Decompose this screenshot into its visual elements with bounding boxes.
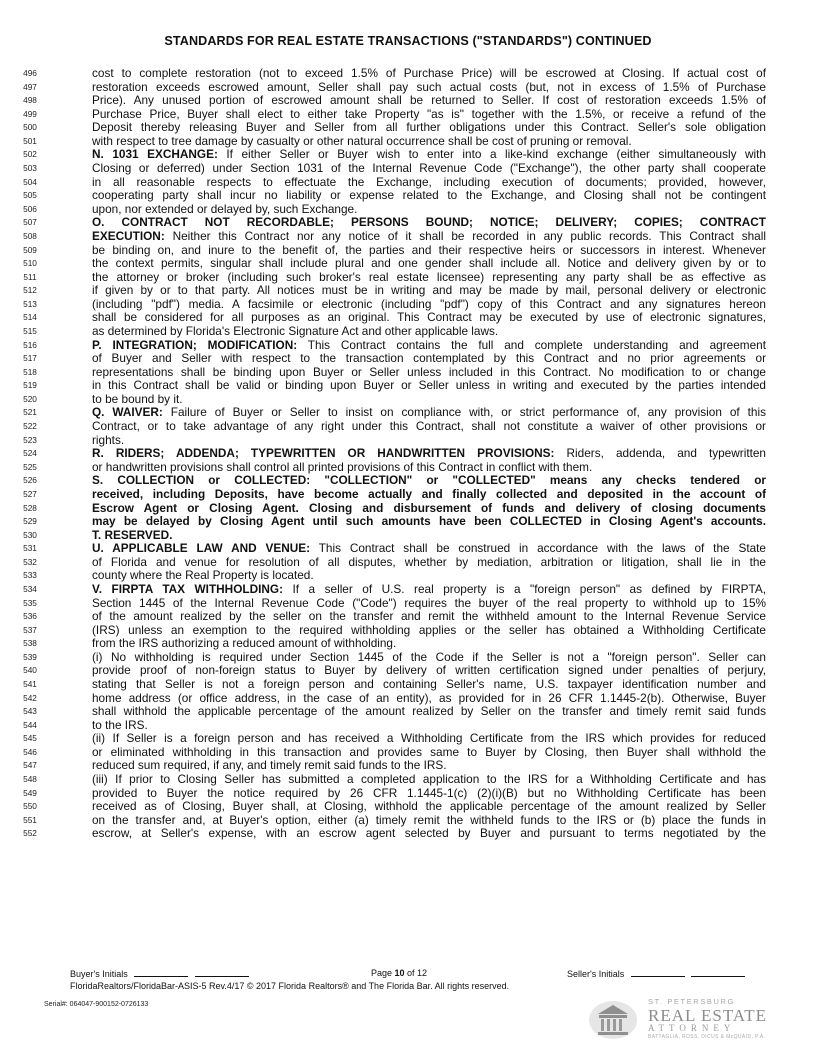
line-number: 535 xyxy=(23,597,37,608)
logo-tagline: BATTAGLIA, ROSS, DICUS & McQUAID, P.A. xyxy=(648,1034,766,1040)
line-number: 552 xyxy=(23,828,37,839)
document-line xyxy=(0,244,816,258)
line-text: upon, nor extended or delayed by, such Exchange. xyxy=(92,202,358,216)
line-number: 521 xyxy=(23,407,37,418)
document-body xyxy=(0,67,816,841)
line-number: 496 xyxy=(23,68,37,78)
line-number: 538 xyxy=(23,638,37,649)
line-text: home address (or office address, in the case of an entity), as provided for in 26 CFR 1.1445-2(b). Otherwise, Buyer xyxy=(92,691,766,705)
line-text xyxy=(92,406,766,420)
document-line xyxy=(0,515,816,529)
line-text: Escrow Agent or Closing Agent. Closing and disbursement of funds and delivery of closing documents xyxy=(92,501,766,515)
document-line xyxy=(0,637,816,651)
line-number: 501 xyxy=(23,135,37,146)
line-text: provided to Buyer the notice required by 26 CFR 1.1445-1(c) (2)(i)(B) but no Withholding Certificate has been xyxy=(92,786,766,800)
document-line xyxy=(0,827,816,841)
document-line xyxy=(0,271,816,285)
line-number: 507 xyxy=(23,217,37,228)
line-number: 543 xyxy=(23,706,37,717)
document-line xyxy=(0,678,816,692)
line-number: 531 xyxy=(23,543,37,554)
firm-logo xyxy=(588,996,778,1042)
line-text xyxy=(92,230,766,244)
line-text: Purchase Price, Buyer shall elect to either take Property "as is" together with the 1.5%, or receive a refund of the xyxy=(92,107,766,121)
line-text: of the amount realized by the seller on the transfer and remit the withheld amount to the Internal Revenue Service xyxy=(92,610,766,624)
line-number: 497 xyxy=(23,81,37,92)
line-number: 516 xyxy=(23,339,37,350)
document-line xyxy=(0,461,816,475)
document-line xyxy=(0,610,816,624)
line-text: received, including Deposits, have become actually and finally collected and deposited in the account of xyxy=(92,487,766,501)
line-text: with respect to tree damage by casualty or other natural occurrence shall be cost of pruning or removal. xyxy=(92,134,632,148)
document-line xyxy=(0,189,816,203)
line-number: 548 xyxy=(23,774,37,785)
document-line xyxy=(0,420,816,434)
line-text: if given by or to that party. All notices must be in writing and may be made by mail, personal delivery or electronic xyxy=(92,284,766,298)
section-heading: R. RIDERS; ADDENDA; TYPEWRITTEN OR HANDWRITTEN PROVISIONS: xyxy=(92,447,555,461)
line-text: the attorney or broker (including such broker's real estate licensee) representing any party shall be as effective as xyxy=(92,270,766,284)
document-line xyxy=(0,67,816,81)
section-heading: V. FIRPTA TAX WITHHOLDING: xyxy=(92,582,284,596)
line-text: (i) No withholding is required under Section 1445 of the Code if the Seller is not a "foreign person". Seller can xyxy=(92,650,766,664)
document-line xyxy=(0,787,816,801)
document-line xyxy=(0,624,816,638)
document-line xyxy=(0,488,816,502)
logo-subtitle: ATTORNEY xyxy=(648,1023,736,1033)
document-line xyxy=(0,121,816,135)
line-text: to the IRS. xyxy=(92,718,148,732)
document-line xyxy=(0,379,816,393)
buyers-initials-blank-1[interactable] xyxy=(134,968,188,977)
line-text: representations shall be binding upon Buyer or Seller unless included in this Contract. No modification to or change xyxy=(92,365,766,379)
line-text xyxy=(92,583,766,597)
line-text: reduced sum required, if any, and timely remit said funds to the IRS. xyxy=(92,759,447,773)
line-number: 525 xyxy=(23,461,37,472)
line-number: 549 xyxy=(23,787,37,798)
document-line xyxy=(0,339,816,353)
document-line xyxy=(0,746,816,760)
document-line xyxy=(0,94,816,108)
section-heading: EXECUTION: xyxy=(92,229,165,243)
section-text: Failure of Buyer or Seller to insist on compliance with, or strict performance of, any provision of this xyxy=(162,406,766,420)
document-line xyxy=(0,81,816,95)
line-number: 500 xyxy=(23,122,37,133)
line-number: 544 xyxy=(23,719,37,730)
line-number: 504 xyxy=(23,176,37,187)
line-text: of Buyer and Seller with respect to the transaction contemplated by this Contract and no prior agreements or xyxy=(92,352,766,366)
document-line xyxy=(0,108,816,122)
sellers-initials-label: Seller's Initials xyxy=(567,969,625,979)
document-line xyxy=(0,284,816,298)
document-line xyxy=(0,257,816,271)
document-line xyxy=(0,569,816,583)
line-text: of Florida and venue for resolution of all disputes, whether by mediation, arbitration or litigation, shall lie in the xyxy=(92,555,766,569)
document-line xyxy=(0,474,816,488)
line-number: 530 xyxy=(23,529,37,540)
document-line xyxy=(0,434,816,448)
line-text: rights. xyxy=(92,433,125,447)
document-line xyxy=(0,447,816,461)
line-text: cooperating party shall incur no liability or expense related to the Exchange, and Closing shall not be contingent xyxy=(92,189,766,203)
section-heading: N. 1031 EXCHANGE: xyxy=(92,148,218,162)
document-line xyxy=(0,148,816,162)
line-number: 518 xyxy=(23,366,37,377)
document-line xyxy=(0,352,816,366)
sellers-initials-blank-1[interactable] xyxy=(631,968,685,977)
line-number: 539 xyxy=(23,651,37,662)
line-text: shall be considered for all purposes as an original. This Contract may be executed by use of electronic signatures, xyxy=(92,311,766,325)
line-text: Contract, or to take advantage of any right under this Contract, shall not constitute a waiver of other provisions or xyxy=(92,420,766,434)
courthouse-icon xyxy=(588,1000,638,1040)
line-text: stating that Seller is not a foreign person and containing Seller's name, U.S. taxpayer identification number and xyxy=(92,678,766,692)
document-line xyxy=(0,176,816,190)
line-text: (including "pdf") media. A facsimile or electronic (including "pdf") copy of this Contract and any signatures hereon xyxy=(92,297,766,311)
line-text: may be delayed by Closing Agent until such amounts have been COLLECTED in Closing Agent's accounts. xyxy=(92,515,766,529)
buyers-initials-blank-2[interactable] xyxy=(195,968,249,977)
document-line xyxy=(0,230,816,244)
document-line xyxy=(0,651,816,665)
sellers-initials xyxy=(567,968,745,979)
line-number: 523 xyxy=(23,434,37,445)
buyers-initials-label: Buyer's Initials xyxy=(70,969,128,979)
page-prefix: Page xyxy=(371,968,395,978)
section-text: Neither this Contract nor any notice of it shall be recorded in any public records. This Contract shall xyxy=(164,229,766,243)
section-text: Riders, addenda, and typewritten xyxy=(554,447,766,461)
document-line xyxy=(0,773,816,787)
document-line xyxy=(0,759,816,773)
line-text: Section 1445 of the Internal Revenue Code ("Code") requires the buyer of the real property to withhold up to 15% xyxy=(92,596,766,610)
line-number: 513 xyxy=(23,298,37,309)
line-number: 528 xyxy=(23,502,37,513)
document-line xyxy=(0,542,816,556)
line-text: from the IRS authorizing a reduced amount of withholding. xyxy=(92,637,397,651)
document-line xyxy=(0,393,816,407)
line-text: O. CONTRACT NOT RECORDABLE; PERSONS BOUND; NOTICE; DELIVERY; COPIES; CONTRACT xyxy=(92,216,766,230)
document-line xyxy=(0,406,816,420)
line-number: 542 xyxy=(23,692,37,703)
document-line xyxy=(0,705,816,719)
line-number: 546 xyxy=(23,746,37,757)
line-number: 505 xyxy=(23,190,37,201)
form-id: FloridaRealtors/FloridaBar-ASIS-5 Rev.4/17 © 2017 Florida Realtors® and The Florida Bar. All rights reserved. xyxy=(70,981,510,991)
line-number: 498 xyxy=(23,95,37,106)
buyers-initials xyxy=(70,968,249,979)
document-line xyxy=(0,502,816,516)
line-number: 526 xyxy=(23,475,37,486)
line-number: 509 xyxy=(23,244,37,255)
line-text: cost to complete restoration (not to exceed 1.5% of Purchase Price) will be escrowed at Closing. If actual cost of xyxy=(92,67,766,80)
line-text: Closing or deferred) under Section 1031 of the Internal Revenue Code ("Exchange"), the other party shall cooperate xyxy=(92,162,766,176)
section-text: If either Seller or Buyer wish to enter into a like-kind exchange (either simultaneously with xyxy=(217,148,766,162)
page-suffix: of 12 xyxy=(404,968,428,978)
line-number: 503 xyxy=(23,163,37,174)
line-number: 551 xyxy=(23,814,37,825)
document-line xyxy=(0,216,816,230)
page-number: 10 xyxy=(394,968,405,978)
line-text: Price). Any unused portion of escrowed amount shall be returned to Seller. If cost of restoration exceeds 1.5% of xyxy=(92,94,766,108)
line-text: in all reasonable respects to effectuate the Exchange, including execution of documents; provided, however, xyxy=(92,175,766,189)
line-number: 534 xyxy=(23,583,37,594)
line-number: 540 xyxy=(23,665,37,676)
page-indicator xyxy=(371,968,427,978)
line-text: on the transfer and, at Buyer's option, either (a) timely remit the withheld funds to the IRS or (b) place the funds in xyxy=(92,813,766,827)
line-text: or eliminated withholding in this transaction and provides same to Buyer by Closing, then Buyer shall withhold the xyxy=(92,745,766,759)
line-text: received as of Closing, Buyer shall, at Closing, withhold the applicable percentage of the amount realized by Seller xyxy=(92,800,766,814)
document-line xyxy=(0,203,816,217)
line-number: 524 xyxy=(23,448,37,459)
document-line xyxy=(0,325,816,339)
document-line xyxy=(0,298,816,312)
line-text: provide proof of non-foreign status to Buyer by delivery of written certification signed under penalties of perjury, xyxy=(92,664,766,678)
document-line xyxy=(0,692,816,706)
line-number: 529 xyxy=(23,516,37,527)
line-number: 508 xyxy=(23,230,37,241)
logo-city: ST. PETERSBURG xyxy=(648,997,735,1006)
line-text xyxy=(92,447,766,461)
line-number: 527 xyxy=(23,488,37,499)
document-line xyxy=(0,719,816,733)
line-text: (ii) If Seller is a foreign person and has received a Withholding Certificate from the IRS which provides for reduced xyxy=(92,732,766,746)
line-text xyxy=(92,542,766,556)
line-text: county where the Real Property is located. xyxy=(92,569,314,583)
line-number: 545 xyxy=(23,733,37,744)
line-text: escrow, at Seller's expense, with an escrow agent selected by Buyer and pursuant to terms negotiated by the xyxy=(92,827,766,841)
document-line xyxy=(0,311,816,325)
line-text: shall withhold the applicable percentage of the amount realized by Seller on the transfer and timely remit said funds xyxy=(92,705,766,719)
line-text: (iii) If prior to Closing Seller has submitted a completed application to the IRS for a Withholding Certificate and has xyxy=(92,773,766,787)
line-number: 550 xyxy=(23,801,37,812)
document-line xyxy=(0,664,816,678)
logo-title: REAL ESTATE xyxy=(648,1006,768,1025)
line-number: 517 xyxy=(23,353,37,364)
line-number: 537 xyxy=(23,624,37,635)
line-text: as determined by Florida's Electronic Signature Act and other applicable laws. xyxy=(92,324,499,338)
line-number: 510 xyxy=(23,258,37,269)
line-number: 541 xyxy=(23,679,37,690)
document-line xyxy=(0,814,816,828)
line-text: be binding on, and inure to the benefit of, the parties and their respective heirs or successors in interest. Whenever xyxy=(92,243,766,257)
line-text: T. RESERVED. xyxy=(92,528,173,542)
document-line xyxy=(0,556,816,570)
line-number: 532 xyxy=(23,556,37,567)
document-line xyxy=(0,597,816,611)
line-number: 514 xyxy=(23,312,37,323)
line-text: in this Contract shall be valid or binding upon Buyer or Seller unless in writing and executed by the parties intended xyxy=(92,379,766,393)
section-heading: Q. WAIVER: xyxy=(92,406,163,420)
section-heading: U. APPLICABLE LAW AND VENUE: xyxy=(92,542,311,556)
line-number: 520 xyxy=(23,393,37,404)
sellers-initials-blank-2[interactable] xyxy=(691,968,745,977)
line-number: 511 xyxy=(23,271,37,282)
line-number: 506 xyxy=(23,203,37,214)
line-text xyxy=(92,339,766,353)
line-number: 536 xyxy=(23,611,37,622)
document-line xyxy=(0,583,816,597)
line-number: 512 xyxy=(23,285,37,296)
line-text: S. COLLECTION or COLLECTED: "COLLECTION" or "COLLECTED" means any checks tendered or xyxy=(92,474,766,488)
serial-number: Serial#: 064047-900152-0726133 xyxy=(44,1001,149,1008)
line-number: 533 xyxy=(23,570,37,581)
line-number: 502 xyxy=(23,149,37,160)
line-text: restoration exceeds escrowed amount, Seller shall pay such actual costs (but, not in excess of 1.5% of Purchase xyxy=(92,80,766,94)
line-number: 519 xyxy=(23,380,37,391)
section-text: This Contract shall be construed in accordance with the laws of the State xyxy=(310,542,766,556)
section-text: If a seller of U.S. real property is a "foreign person" as defined by FIRPTA, xyxy=(283,582,766,596)
line-number: 522 xyxy=(23,421,37,432)
page-title: STANDARDS FOR REAL ESTATE TRANSACTIONS ("STANDARDS") CONTINUED xyxy=(164,34,652,48)
line-text: (IRS) unless an exemption to the required withholding applies or the seller has obtained a Withholding Certificate xyxy=(92,623,766,637)
line-number: 515 xyxy=(23,325,37,336)
document-line xyxy=(0,366,816,380)
document-line xyxy=(0,529,816,543)
line-text: Deposit thereby releasing Buyer and Seller from all further obligations under this Contract. Seller's sole obligation xyxy=(92,121,766,135)
document-line xyxy=(0,732,816,746)
line-text xyxy=(92,148,766,162)
document-line xyxy=(0,135,816,149)
line-text: to be bound by it. xyxy=(92,392,183,406)
section-text: This Contract contains the full and complete understanding and agreement xyxy=(297,338,766,352)
document-line xyxy=(0,162,816,176)
section-heading: P. INTEGRATION; MODIFICATION: xyxy=(92,338,298,352)
line-text: or handwritten provisions shall control all printed provisions of this Contract in conflict with them. xyxy=(92,460,593,474)
line-number: 547 xyxy=(23,760,37,771)
line-number: 499 xyxy=(23,108,37,119)
document-line xyxy=(0,800,816,814)
line-text: the context permits, singular shall include plural and one gender shall include all. Notice and delivery given by or to xyxy=(92,257,766,271)
